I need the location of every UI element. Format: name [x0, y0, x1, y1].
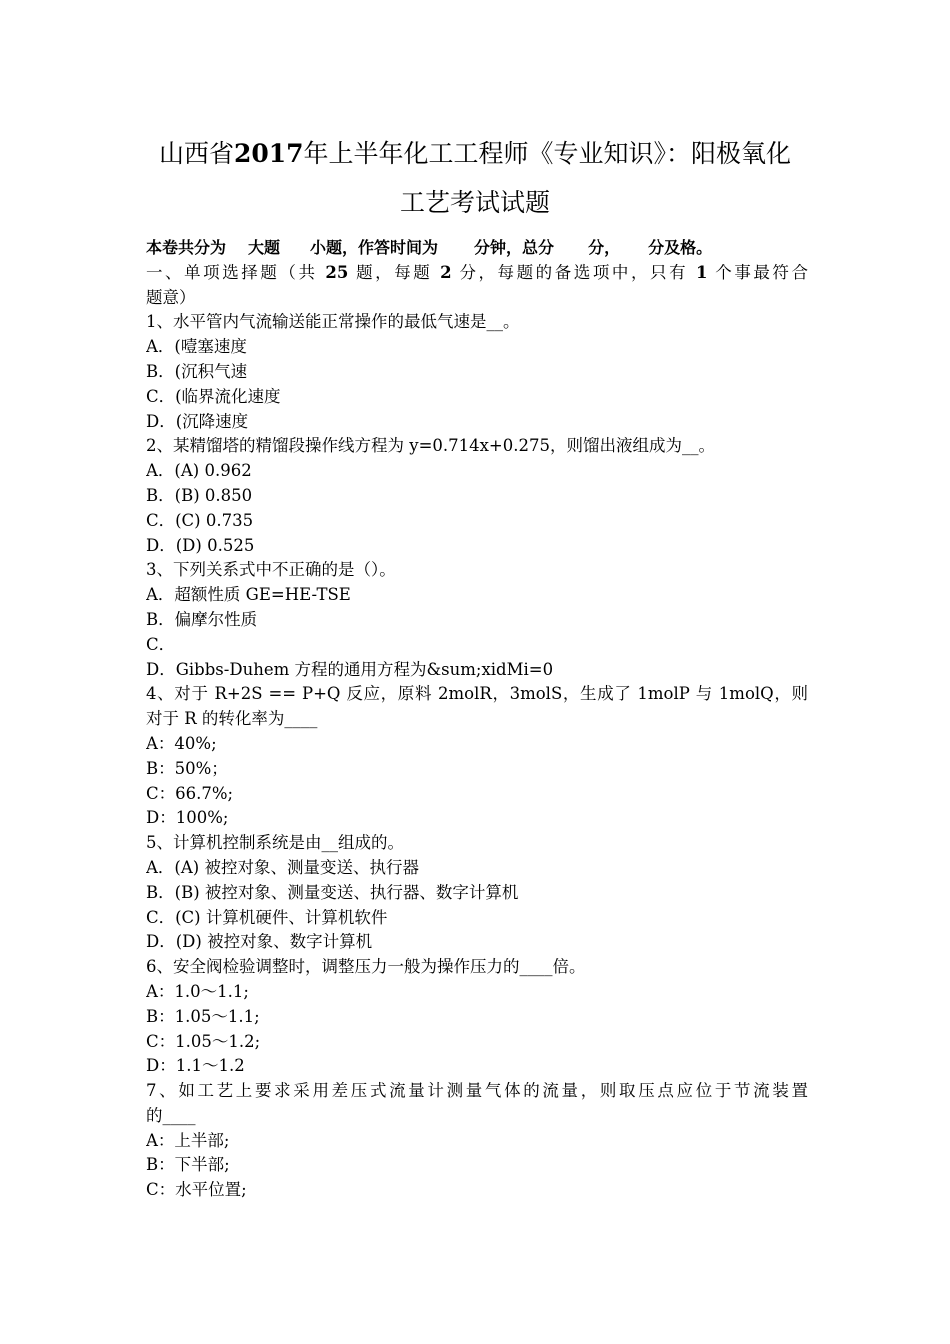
option-line: C：水平位置; [146, 1180, 247, 1200]
option-line: A．超额性质 GE=HE-TSE [146, 585, 351, 605]
intro-text-6: 分及格。 [648, 238, 713, 257]
question-4: 4、对于 R+2S == P+Q 反应，原料 2molR，3molS，生成了 1molP 与 1molQ，则 [146, 684, 808, 704]
question-3: 3、下列关系式中不正确的是（）。 [146, 560, 396, 580]
intro-text-2: 大题 [248, 238, 281, 257]
question-1: 1、水平管内气流输送能正常操作的最低气速是__。 [146, 312, 520, 332]
option-line: C：66.7%; [146, 783, 234, 803]
intro-text-4: 分钟，总分 [474, 238, 555, 257]
exam-content [146, 236, 808, 1203]
option-line: C．(临界流化速度 [146, 386, 281, 406]
option-line: B．偏摩尔性质 [146, 609, 258, 629]
intro-text-1: 本卷共分为 [146, 238, 227, 257]
question-7-cont: 的____ [146, 1105, 196, 1125]
option-line: B：50%； [146, 758, 228, 778]
option-line: D：100%; [146, 808, 229, 828]
section-text-d: 个事最符合 [707, 262, 808, 282]
option-line: D．(沉降速度 [146, 411, 249, 431]
option-line: A．(A) 0.962 [146, 461, 252, 481]
option-line: B：下半部; [146, 1155, 230, 1175]
title-province: 山西省 [158, 139, 234, 168]
option-line: D．(D) 0.525 [146, 535, 255, 555]
option-line: A：1.0～1.1; [146, 981, 249, 1001]
document-title-line-1 [0, 139, 950, 169]
section-score: 2 [440, 262, 452, 282]
option-line: B．(沉积气速 [146, 361, 248, 381]
section-count: 25 [325, 262, 349, 282]
question-5: 5、计算机控制系统是由__组成的。 [146, 833, 404, 853]
title-subject: 年上半年化工工程师《专业知识》：阳极氧化 [303, 139, 792, 168]
option-line: A：上半部; [146, 1130, 230, 1150]
intro-text-3: 小题，作答时间为 [310, 238, 439, 257]
section-one: 1 [695, 262, 708, 282]
option-line: A：40%; [146, 733, 217, 753]
option-line: D．(D) 被控对象、数字计算机 [146, 932, 373, 952]
option-line: C．(C) 0.735 [146, 510, 254, 530]
option-line: B．(B) 0.850 [146, 485, 253, 505]
option-line: C． [146, 634, 176, 654]
question-7: 7、如工艺上要求采用差压式流量计测量气体的流量，则取压点应位于节流装置 [146, 1081, 808, 1101]
option-line: D．Gibbs-Duhem 方程的通用方程为&sum;xidMi=0 [146, 659, 554, 679]
exam-intro [146, 236, 808, 261]
option-line: A．(噎塞速度 [146, 337, 247, 357]
section-heading-cont: 题意） [146, 287, 196, 307]
title-year: 2017 [233, 139, 304, 168]
option-line: C：1.05～1.2; [146, 1031, 261, 1051]
intro-text-5: 分， [588, 238, 621, 257]
document-title-line-2: 工艺考试试题 [399, 188, 550, 217]
question-2: 2、某精馏塔的精馏段操作线方程为 y=0.714x+0.275，则馏出液组成为__。 [146, 436, 715, 456]
option-line: C．(C) 计算机硬件、计算机软件 [146, 907, 388, 927]
question-6: 6、安全阀检验调整时，调整压力一般为操作压力的____倍。 [146, 957, 586, 977]
option-line: A．(A) 被控对象、测量变送、执行器 [146, 857, 419, 877]
option-line: B．(B) 被控对象、测量变送、执行器、数字计算机 [146, 882, 519, 902]
section-text-a: 一、单项选择题（共 [146, 262, 326, 282]
section-text-c: 分，每题的备选项中，只有 [451, 262, 696, 282]
question-4-cont: 对于 R 的转化率为____ [146, 709, 318, 729]
section-text-b: 题，每题 [348, 262, 441, 282]
option-line: B：1.05～1.1; [146, 1006, 260, 1026]
section-heading [146, 261, 808, 286]
option-line: D：1.1～1.2 [146, 1056, 245, 1076]
